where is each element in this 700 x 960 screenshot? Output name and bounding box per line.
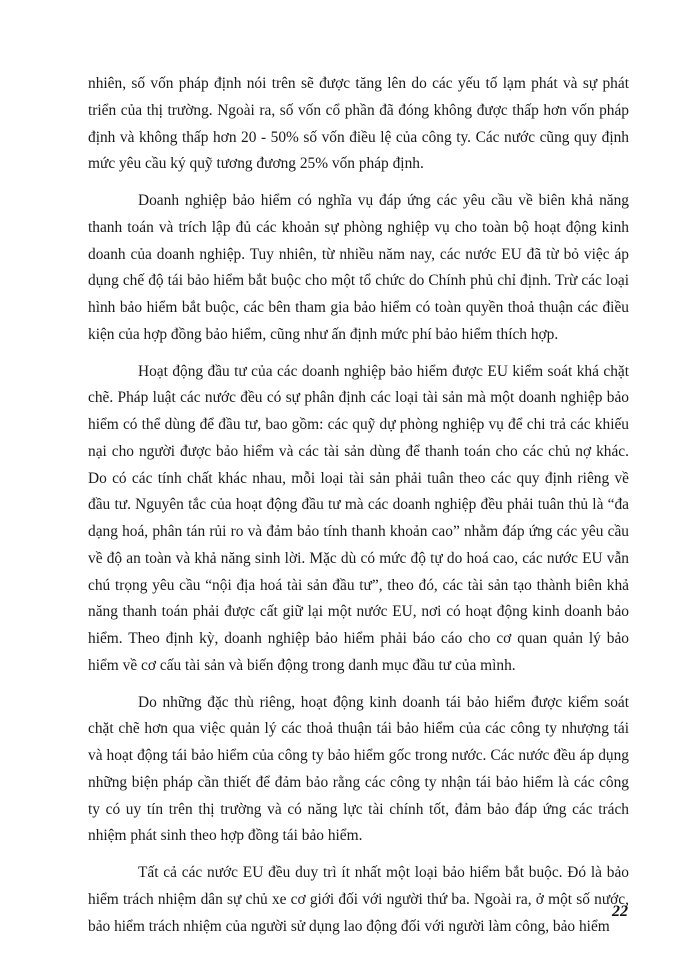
paragraph-investment: Hoạt động đầu tư của các doanh nghiệp bảo hiểm được EU kiểm soát khá chặt chẽ. Pháp luật các nước đều có sự phân định các loại tài sản mà một doanh nghiệp bảo hiểm có thể dùng để đầu tư, bao gồm: các quỹ dự phòng nghiệp vụ để chi trả các khiếu nại cho người được bảo hiểm và các tài sản dùng để thanh toán cho các chủ nợ khác. Do có các tính chất khác nhau, mỗi loại tài sản phải tuân theo các quy định riêng về đầu tư. Nguyên tắc của hoạt động đầu tư mà các doanh nghiệp đều phải tuân thủ là “đa dạng hoá, phân tán rủi ro và đảm bảo tính thanh khoản cao” nhằm đáp ứng các yêu cầu về độ an toàn và khả năng sinh lời. Mặc dù có mức độ tự do hoá cao, các nước EU vẫn chú trọng yêu cầu “nội địa hoá tài sản đầu tư”, theo đó, các tài sản tạo thành biên khả năng thanh toán phải được cất giữ lại một nước EU, nơi có hoạt động kinh doanh bảo hiểm. Theo định kỳ, doanh nghiệp bảo hiểm phải báo cáo cho cơ quan quản lý bảo hiểm về cơ cấu tài sản và biến động trong danh mục đầu tư của mình. — [88, 362, 629, 674]
body-text — [88, 71, 629, 950]
paragraph-reinsurance: Do những đặc thù riêng, hoạt động kinh doanh tái bảo hiểm được kiểm soát chặt chẽ hơn qua việc quản lý các thoả thuận tái bảo hiểm của các công ty nhượng tái và hoạt động tái bảo hiểm của công ty bảo hiểm gốc trong nước. Các nước đều áp dụng những biện pháp cần thiết để đảm bảo rằng các công ty nhận tái bảo hiểm là các công ty có uy tín trên thị trường và có năng lực tài chính tốt, đảm bảo đáp ứng các trách nhiệm phát sinh theo hợp đồng tái bảo hiểm. — [88, 693, 629, 845]
paragraph-continued: nhiên, số vốn pháp định nói trên sẽ được tăng lên do các yếu tố lạm phát và sự phát triển của thị trường. Ngoài ra, số vốn cổ phần đã đóng không được thấp hơn vốn pháp định và không thấp hơn 20 - 50% số vốn điều lệ của công ty. Các nước cũng quy định mức yêu cầu ký quỹ tương đương 25% vốn pháp định. — [88, 75, 629, 173]
page-number: 22 — [612, 903, 628, 920]
paragraph-solvency: Doanh nghiệp bảo hiểm có nghĩa vụ đáp ứng các yêu cầu về biên khả năng thanh toán và trích lập đủ các khoản sự phòng nghiệp vụ cho toàn bộ hoạt động kinh doanh của doanh nghiệp. Tuy nhiên, từ nhiều năm nay, các nước EU đã từ bỏ việc áp dụng chế độ tái bảo hiểm bắt buộc cho một tổ chức do Chính phủ chỉ định. Trừ các loại hình bảo hiểm bắt buộc, các bên tham gia bảo hiểm có toàn quyền thoả thuận các điều kiện của hợp đồng bảo hiểm, cũng như ấn định mức phí bảo hiểm thích hợp. — [88, 192, 629, 343]
paragraph-compulsory-insurance: Tất cả các nước EU đều duy trì ít nhất một loại bảo hiểm bắt buộc. Đó là bảo hiểm trách nhiệm dân sự chủ xe cơ giới đối với người thứ ba. Ngoài ra, ở một số nước, bảo hiểm trách nhiệm của người sử dụng lao động đối với người làm công, bảo hiểm — [88, 864, 629, 935]
